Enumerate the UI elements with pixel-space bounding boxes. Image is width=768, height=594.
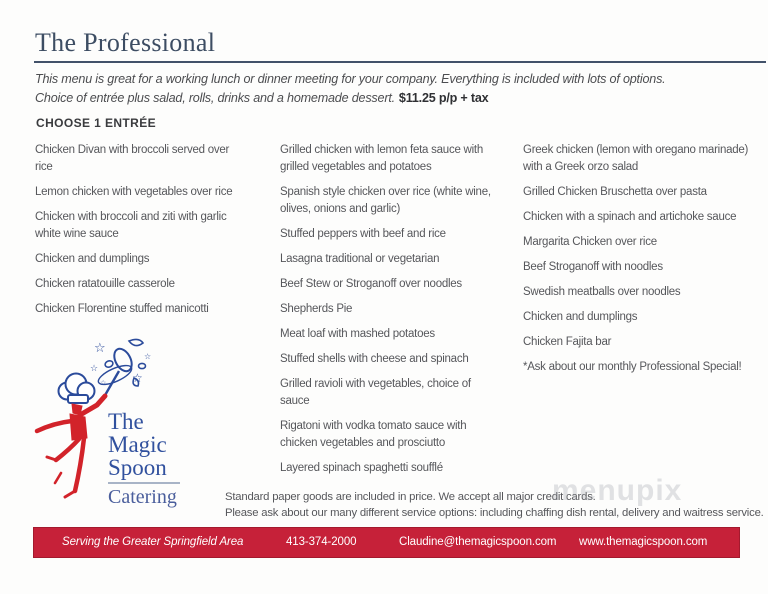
- menu-item: Grilled ravioli with vegetables, choice of sauce: [280, 378, 471, 407]
- intro-text: [35, 70, 755, 108]
- menu-item: Chicken Florentine stuffed manicotti: [35, 303, 209, 315]
- menu-item: Chicken ratatouille casserole: [35, 278, 175, 290]
- menu-item: Margarita Chicken over rice: [523, 236, 657, 248]
- menu-item: Chicken and dumplings: [523, 311, 638, 323]
- menu-item: Greek chicken (lemon with oregano marinade) with a Greek orzo salad: [523, 144, 749, 173]
- menu-item: Lemon chicken with vegetables over rice: [35, 186, 233, 198]
- chef-figure-icon: [37, 396, 105, 497]
- logo-wordmark: [108, 409, 180, 508]
- section-header-choose-entree: CHOOSE 1 ENTRÉE: [36, 116, 157, 130]
- magic-spoon-logo: [34, 333, 226, 518]
- menu-item: Layered spinach spaghetti soufflé: [280, 462, 443, 474]
- menu-item: Swedish meatballs over noodles: [523, 286, 681, 298]
- menu-item: Chicken with broccoli and ziti with garlic white wine sauce: [35, 211, 227, 240]
- menu-item: Grilled Chicken Bruschetta over pasta: [523, 186, 707, 198]
- svg-text:☆: ☆: [94, 341, 106, 356]
- menu-item: Chicken Divan with broccoli served over rice: [35, 144, 230, 173]
- svg-text:☆: ☆: [90, 364, 99, 374]
- logo-catering: Catering: [108, 486, 177, 508]
- website-url: www.themagicspoon.com: [579, 536, 708, 548]
- email-address: Claudine@themagicspoon.com: [399, 536, 557, 548]
- menu-column-1: [35, 142, 235, 326]
- watermark: menupix: [552, 474, 683, 507]
- service-area-text: Serving the Greater Springfield Area: [62, 536, 244, 548]
- svg-text:☆: ☆: [100, 379, 107, 387]
- chef-hat-icon: [59, 374, 95, 404]
- menu-item: Rigatoni with vodka tomato sauce with chicken vegetables and prosciutto: [280, 420, 467, 449]
- menu-item: Grilled chicken with lemon feta sauce with grilled vegetables and potatoes: [280, 144, 483, 173]
- footer-notes: [225, 489, 764, 521]
- menu-item: Lasagna traditional or vegetarian: [280, 253, 440, 265]
- menu-item: *Ask about our monthly Professional Special!: [523, 361, 742, 373]
- notes-line-2: Please ask about our many different service options: including chaffing dish rental, delivery and waitress service.: [225, 507, 764, 519]
- svg-text:☆: ☆: [144, 352, 152, 361]
- menu-column-3: [523, 142, 751, 384]
- menu-item: Chicken with a spinach and artichoke sauce: [523, 211, 737, 223]
- title-rule: [34, 61, 766, 63]
- menu-item: Shepherds Pie: [280, 303, 353, 315]
- menu-item: Stuffed peppers with beef and rice: [280, 228, 446, 240]
- menu-item: Chicken and dumplings: [35, 253, 150, 265]
- logo-line-spoon: Spoon: [108, 455, 167, 480]
- menu-item: Meat loaf with mashed potatoes: [280, 328, 435, 340]
- menu-item: Beef Stroganoff with noodles: [523, 261, 663, 273]
- intro-line-2: Choice of entrée plus salad, rolls, drinks and a homemade dessert.: [35, 91, 395, 105]
- menu-item: Stuffed shells with cheese and spinach: [280, 353, 469, 365]
- logo-line-the: The: [108, 409, 144, 434]
- menu-item: Spanish style chicken over rice (white wine, olives, onions and garlic): [280, 186, 491, 215]
- contact-bar: [33, 527, 740, 558]
- menu-item: Beef Stew or Stroganoff over noodles: [280, 278, 462, 290]
- menu-item: Chicken Fajita bar: [523, 336, 612, 348]
- page-title: The Professional: [35, 28, 216, 57]
- intro-line-1: This menu is great for a working lunch or dinner meeting for your company. Everything is included with lots of options.: [35, 72, 666, 86]
- price-text: $11.25 p/p + tax: [398, 91, 489, 105]
- phone-number: 413-374-2000: [286, 536, 357, 548]
- svg-text:☆: ☆: [132, 371, 143, 385]
- menu-column-2: [280, 142, 502, 485]
- logo-line-magic: Magic: [108, 432, 167, 457]
- notes-line-1: Standard paper goods are included in price. We accept all major credit cards.: [225, 491, 596, 503]
